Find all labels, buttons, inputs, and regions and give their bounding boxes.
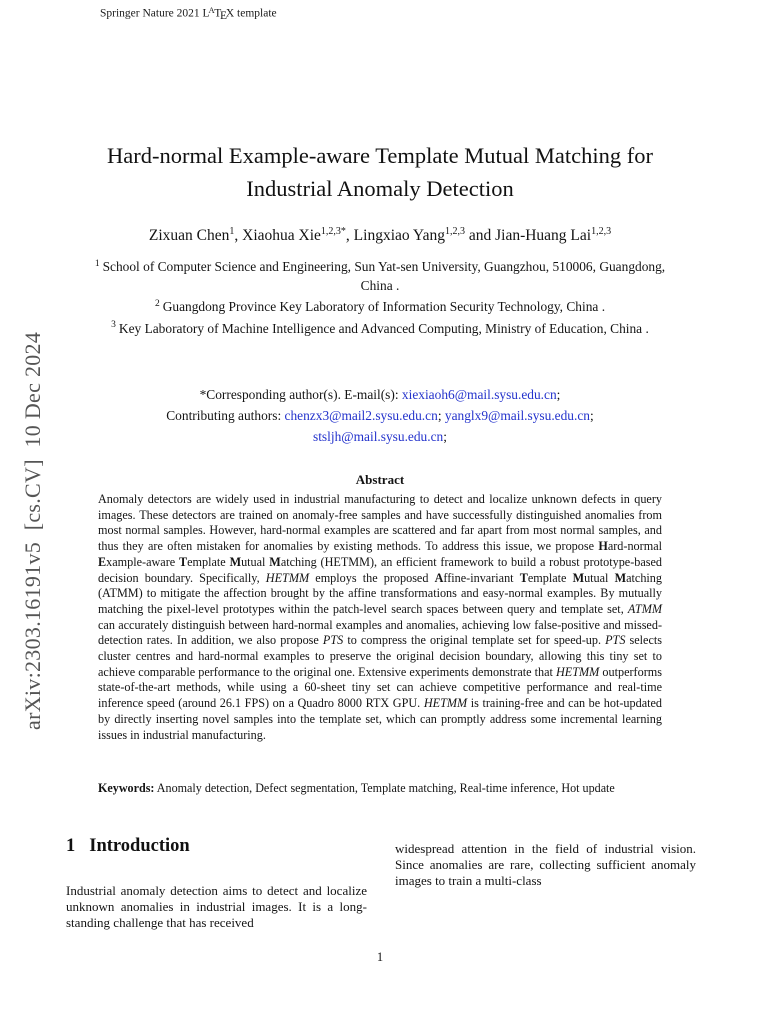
header-text-post: X template [225,7,277,20]
contributing-email-link[interactable]: stsljh@mail.sysu.edu.cn [313,429,444,444]
section-title: Introduction [89,836,190,856]
punctuation: ; [590,408,594,423]
author-affiliation-marker: 1,2,3 [444,225,465,237]
punctuation: ; [443,429,447,444]
affiliation-item [78,258,682,295]
corresponding-email-link[interactable]: xiexiaoh6@mail.sysu.edu.cn [401,387,557,402]
author-name: Xiaohua Xie [242,227,321,244]
affiliation-marker: 2 [154,298,160,309]
affiliation-item [78,320,682,339]
contributing-authors-line [60,405,700,426]
affiliation-marker: 1 [94,258,100,269]
author-separator: , [234,227,243,244]
latex-logo-t: T [214,7,222,20]
latex-logo-e: E [220,9,228,22]
affiliation-text: School of Computer Science and Engineering, Sun Yat-sen University, Guangzhou, 510006, Guangdong, China . [102,259,666,293]
author-name: Zixuan Chen [148,227,230,244]
author-affiliation-marker: 1,2,3* [320,225,346,237]
header-text-pre: Springer Nature 2021 L [100,7,210,20]
author-line [40,227,720,245]
contributing-prefix: Contributing authors: [166,408,285,423]
intro-right-column [395,841,696,890]
keywords-line [98,781,682,796]
affiliation-text: Guangdong Province Key Laboratory of Information Security Technology, China . [162,299,606,314]
author-affiliation-marker: 1 [229,225,235,237]
punctuation: ; [437,408,445,423]
author-name: Jian-Huang Lai [495,227,592,244]
affiliation-item [78,298,682,317]
abstract-heading: Abstract [355,472,405,487]
contributing-email-link[interactable]: chenzx3@mail2.sysu.edu.cn [284,408,438,423]
latex-logo-a: A [208,5,215,15]
contact-block [60,384,700,447]
abstract-text: Anomaly detectors are widely used in industrial manufacturing to detect and localize unknown defects in query images. These detectors are trained on anomaly-free samples and have successfully distinguished anomalies from most normal samples. However, hard-normal examples are scattered and far apart from most normal samples, and thus they are often mistaken for anomalies by existing methods. To address this issue, we propose Hard-normal Example-aware Template Mutual Matching (HETMM), an efficient framework to build a robust prototype-based decision boundary. Specifically, HETMM employs the proposed Affine-invariant Template Mutual Matching (ATMM) to mitigate the affection brought by the affine transformations and easy-normal examples. By mutually matching the pixel-level prototypes within the patch-level search spaces between query and template set, ATMM can accurately distinguish between hard-normal examples and anomalies, achieving low false-positive and missed-detection rates. In addition, we also propose PTS to compress the original template set for speed-up. PTS selects cluster centres and hard-normal examples to preserve the original decision boundary, allowing this tiny set to achieve comparable performance to the original one. Extensive experiments demonstrate that HETMM outperforms state-of-the-art methods, while using a 60-sheet tiny set can achieve competitive performance and real-time inference speed (around 26.1 FPS) on a Quadro 8000 RTX GPU. HETMM is training-free and can be hot-updated by directly inserting novel samples into the template set, which can promptly address some incremental learning issues in industrial manufacturing. [98,492,663,742]
arxiv-watermark: arXiv:2303.16191v5 [cs.CV] 10 Dec 2024 [20,331,45,730]
paper-title: Hard-normal Example-aware Template Mutual Matching for Industrial Anomaly Detection [107,143,653,201]
section-heading-introduction [66,836,367,857]
punctuation: ; [556,387,561,402]
contributing-email-link[interactable]: yanglx9@mail.sysu.edu.cn [444,408,590,423]
keywords-text: Anomaly detection, Defect segmentation, Template matching, Real-time inference, Hot update [154,781,615,795]
affiliation-text: Key Laboratory of Machine Intelligence and Advanced Computing, Ministry of Education, China . [118,320,649,336]
corresponding-prefix: *Corresponding author(s). E-mail(s): [199,387,402,402]
keywords-label: Keywords: [98,781,155,795]
author-separator: , [345,227,354,244]
affiliation-marker: 3 [111,320,116,331]
section-number: 1 [66,836,76,856]
intro-left-column [66,836,367,932]
contributing-authors-line-2 [60,426,700,447]
corresponding-author-line [60,384,700,405]
author-affiliation-marker: 1,2,3 [591,225,612,237]
author-name: Lingxiao Yang [353,227,445,244]
affiliations-block [78,258,682,341]
intro-paragraph-right: widespread attention in the field of industrial vision. Since anomalies are rare, collecting sufficient anomaly images to train a multi-class [395,841,696,889]
page-number: 1 [376,950,384,964]
author-separator: and [464,227,496,244]
intro-paragraph-left: Industrial anomaly detection aims to detect and localize unknown anomalies in industrial images. It is a long-standing challenge that has received [66,883,367,931]
journal-template-header [100,5,277,22]
